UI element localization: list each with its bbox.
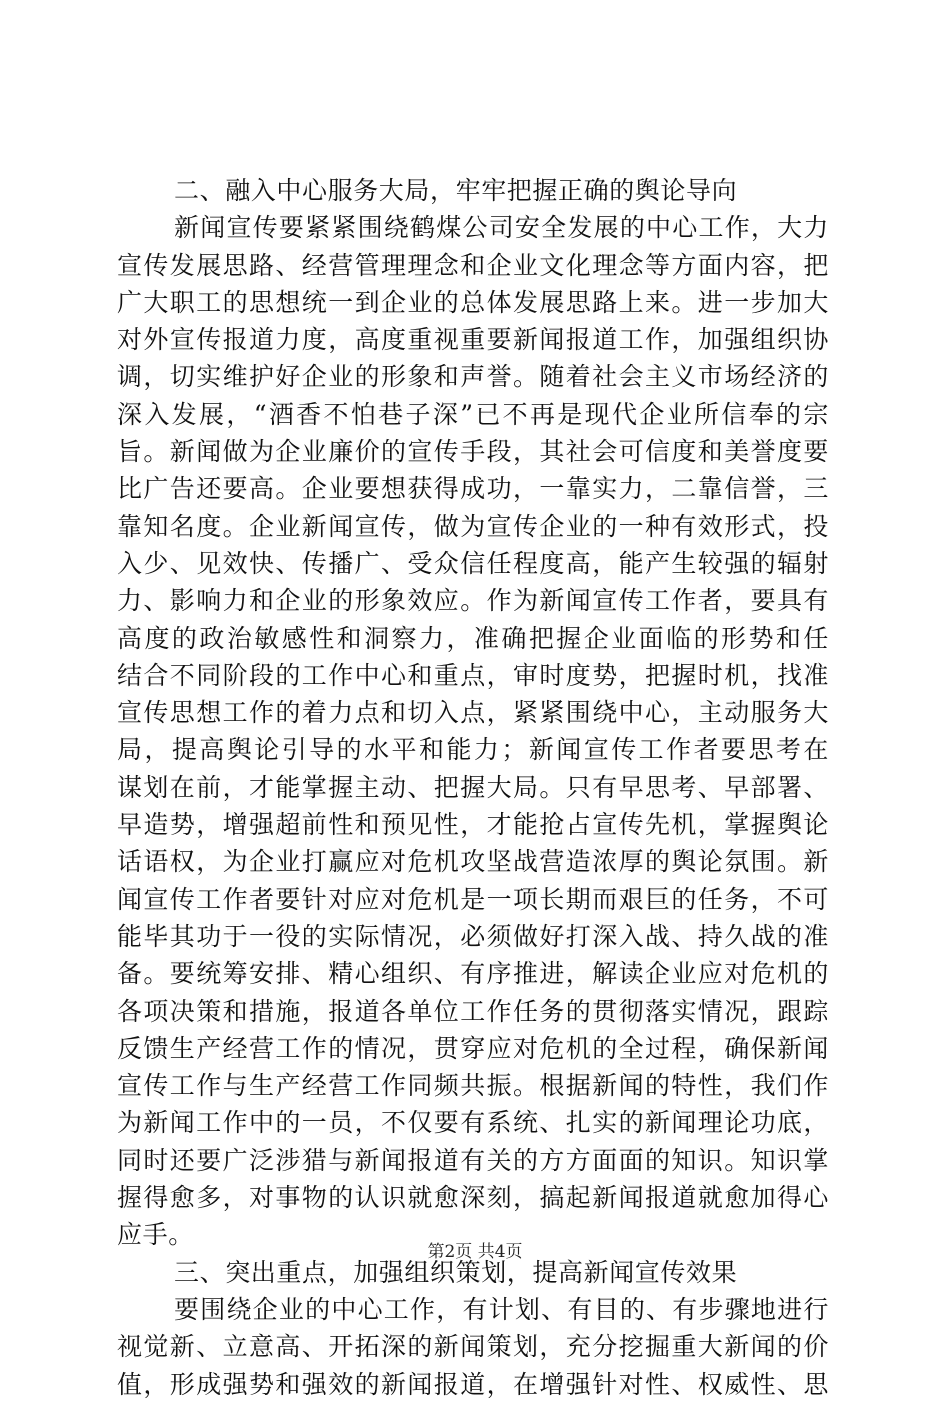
paragraph-line: 入少、见效快、传播广、受众信任程度高，能产生较强的辐射 [117, 548, 829, 578]
paragraph-section-3 [117, 1291, 829, 1403]
paragraph-line: 比广告还要高。企业要想获得成功，一靠实力，二靠信誉，三 [117, 474, 829, 504]
paragraph-line: 各项决策和措施，报道各单位工作任务的贯彻落实情况，跟踪 [117, 996, 829, 1026]
paragraph-line: 宣传发展思路、经营管理理念和企业文化理念等方面内容，把 [117, 250, 829, 280]
paragraph-line: 靠知名度。企业新闻宣传，做为宣传企业的一种有效形式，投 [117, 511, 829, 541]
paragraph-line: 深入发展，“酒香不怕巷子深”已不再是现代企业所信奉的宗 [117, 399, 829, 429]
paragraph-line: 值，形成强势和强效的新闻报道，在增强针对性、权威性、思 [117, 1369, 829, 1399]
paragraph-line: 结合不同阶段的工作中心和重点，审时度势，把握时机，找准 [117, 660, 829, 690]
paragraph-line: 旨。新闻做为企业廉价的宣传手段，其社会可信度和美誉度要 [117, 437, 829, 467]
paragraph-line: 高度的政治敏感性和洞察力，准确把握企业面临的形势和任 [117, 623, 829, 653]
paragraph-line: 对外宣传报道力度，高度重视重要新闻报道工作，加强组织协 [117, 325, 829, 355]
paragraph-line: 宣传工作与生产经营工作同频共振。根据新闻的特性，我们作 [117, 1071, 829, 1101]
paragraph-line: 能毕其功于一役的实际情况，必须做好打深入战、持久战的准 [117, 921, 829, 951]
paragraph-line: 反馈生产经营工作的情况，贯穿应对危机的全过程，确保新闻 [117, 1033, 829, 1063]
paragraph-line: 视觉新、立意高、开拓深的新闻策划，充分挖掘重大新闻的价 [117, 1332, 829, 1362]
paragraph-line: 新闻宣传要紧紧围绕鹤煤公司安全发展的中心工作，大力 [174, 213, 829, 243]
paragraph-line: 广大职工的思想统一到企业的总体发展思路上来。进一步加大 [117, 287, 829, 317]
paragraph-line: 应手。 [117, 1220, 194, 1250]
paragraph-section-2 [117, 209, 829, 1253]
paragraph-line: 为新闻工作中的一员，不仅要有系统、扎实的新闻理论功底， [117, 1108, 829, 1138]
paragraph-line: 同时还要广泛涉猎与新闻报道有关的方方面面的知识。知识掌 [117, 1145, 829, 1175]
paragraph-line: 闻宣传工作者要针对应对危机是一项长期而艰巨的任务，不可 [117, 884, 829, 914]
document-body [117, 172, 829, 1403]
section-heading-3: 三、突出重点，加强组织策划，提高新闻宣传效果 [174, 1257, 738, 1287]
paragraph-line: 早造势，增强超前性和预见性，才能抢占宣传先机，掌握舆论 [117, 810, 829, 840]
paragraph-line: 备。要统筹安排、精心组织、有序推进，解读企业应对危机的 [117, 959, 829, 989]
paragraph-line: 调，切实维护好企业的形象和声誉。随着社会主义市场经济的 [117, 362, 829, 392]
paragraph-line: 要围绕企业的中心工作，有计划、有目的、有步骤地进行 [174, 1294, 829, 1324]
page-number-footer: 第2页 共4页 [427, 1242, 523, 1262]
paragraph-line: 话语权，为企业打赢应对危机攻坚战营造浓厚的舆论氛围。新 [117, 847, 829, 877]
paragraph-line: 握得愈多，对事物的认识就愈深刻，搞起新闻报道就愈加得心 [117, 1183, 829, 1213]
paragraph-line: 局，提高舆论引导的水平和能力；新闻宣传工作者要思考在 [117, 735, 829, 765]
paragraph-line: 力、影响力和企业的形象效应。作为新闻宣传工作者，要具有 [117, 586, 829, 616]
paragraph-line: 宣传思想工作的着力点和切入点，紧紧围绕中心，主动服务大 [117, 698, 829, 728]
section-heading-2: 二、融入中心服务大局，牢牢把握正确的舆论导向 [174, 176, 738, 205]
paragraph-line: 谋划在前，才能掌握主动、把握大局。只有早思考、早部署、 [117, 772, 829, 802]
